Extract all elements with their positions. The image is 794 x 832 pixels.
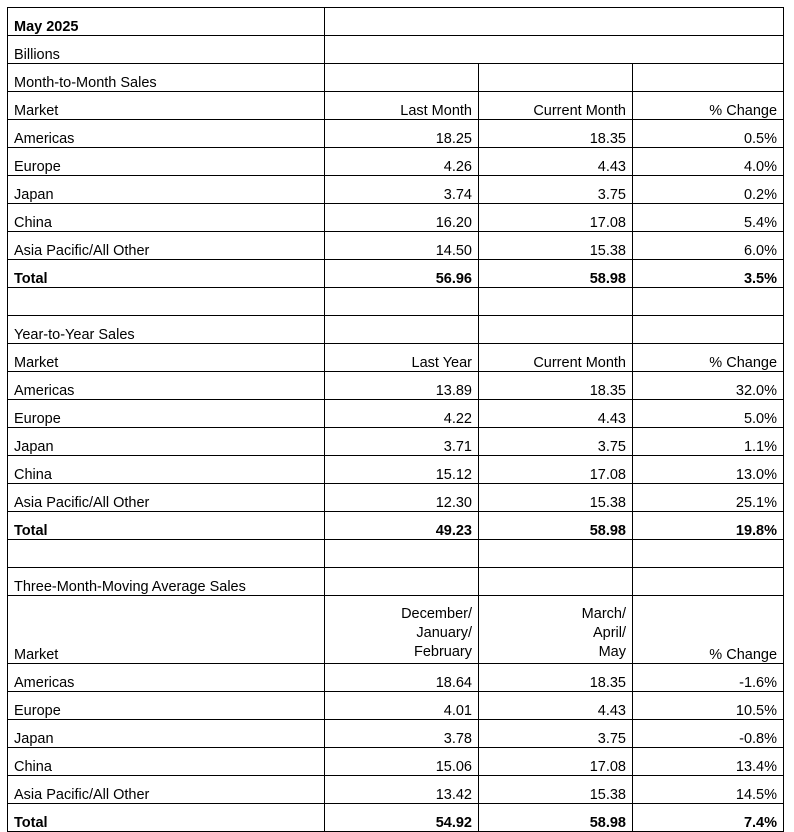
total-change-value: 7.4% [633, 804, 784, 832]
previous-value: 14.50 [325, 232, 479, 260]
table-row [8, 400, 784, 428]
column-header-row-year-to-year [8, 344, 784, 372]
spacer-cell-curr [479, 540, 633, 568]
column-header-current: Current Month [479, 92, 633, 120]
market-name: China [8, 204, 325, 232]
current-value: 4.43 [479, 692, 633, 720]
spacer-cell-chg [633, 540, 784, 568]
column-header-previous-line-2: January/ [416, 625, 472, 642]
change-value: 32.0% [633, 372, 784, 400]
current-value: 18.35 [479, 372, 633, 400]
total-current-value: 58.98 [479, 260, 633, 288]
market-name: Americas [8, 372, 325, 400]
column-header-change: % Change [633, 596, 784, 664]
table-row [8, 456, 784, 484]
total-label: Total [8, 260, 325, 288]
total-label: Total [8, 512, 325, 540]
current-value: 3.75 [479, 428, 633, 456]
spacer-cell-chg [633, 288, 784, 316]
current-value: 17.08 [479, 456, 633, 484]
total-change-value: 3.5% [633, 260, 784, 288]
report-title: May 2025 [8, 8, 325, 36]
previous-value: 18.64 [325, 664, 479, 692]
total-label: Total [8, 804, 325, 832]
spacer-cell-market [8, 288, 325, 316]
market-name: Europe [8, 692, 325, 720]
market-name: Americas [8, 120, 325, 148]
current-value: 3.75 [479, 176, 633, 204]
section-heading-row-month-to-month [8, 64, 784, 92]
report-title-blank [325, 8, 784, 36]
change-value: 4.0% [633, 148, 784, 176]
sales-report-table [7, 7, 784, 832]
section-heading-three-month-moving-average: Three-Month-Moving Average Sales [8, 568, 325, 596]
change-value: -1.6% [633, 664, 784, 692]
table-row [8, 776, 784, 804]
table-row [8, 720, 784, 748]
table-row [8, 664, 784, 692]
column-header-change: % Change [633, 92, 784, 120]
change-value: 10.5% [633, 692, 784, 720]
previous-value: 4.26 [325, 148, 479, 176]
column-header-change: % Change [633, 344, 784, 372]
table-row [8, 176, 784, 204]
total-current-value: 58.98 [479, 804, 633, 832]
report-units: Billions [8, 36, 325, 64]
column-header-current-line-1: March/ [581, 606, 626, 623]
section-heading-blank-chg [633, 316, 784, 344]
spacer-cell-market [8, 540, 325, 568]
previous-value: 15.06 [325, 748, 479, 776]
market-name: Europe [8, 400, 325, 428]
current-value: 17.08 [479, 748, 633, 776]
total-change-value: 19.8% [633, 512, 784, 540]
previous-value: 18.25 [325, 120, 479, 148]
column-header-market: Market [8, 92, 325, 120]
market-name: Asia Pacific/All Other [8, 776, 325, 804]
table-row [8, 428, 784, 456]
table-row [8, 148, 784, 176]
previous-value: 12.30 [325, 484, 479, 512]
total-row [8, 260, 784, 288]
column-header-current-period [479, 596, 633, 664]
market-name: Japan [8, 428, 325, 456]
market-name: Japan [8, 720, 325, 748]
section-heading-blank-curr [479, 316, 633, 344]
section-heading-blank-curr [479, 568, 633, 596]
table-row [8, 232, 784, 260]
column-header-previous-line-1: December/ [401, 606, 472, 623]
section-heading-row-three-month-moving-average [8, 568, 784, 596]
previous-value: 15.12 [325, 456, 479, 484]
change-value: -0.8% [633, 720, 784, 748]
column-header-market: Market [8, 344, 325, 372]
report-title-row [8, 8, 784, 36]
column-header-market: Market [8, 596, 325, 664]
table-row [8, 372, 784, 400]
change-value: 1.1% [633, 428, 784, 456]
previous-value: 13.89 [325, 372, 479, 400]
market-name: Asia Pacific/All Other [8, 232, 325, 260]
report-units-blank [325, 36, 784, 64]
column-header-previous-period [325, 596, 479, 664]
current-value: 3.75 [479, 720, 633, 748]
column-header-current-line-3: May [598, 644, 626, 661]
column-header-current: Current Month [479, 344, 633, 372]
change-value: 13.4% [633, 748, 784, 776]
column-header-row-month-to-month [8, 92, 784, 120]
market-name: Asia Pacific/All Other [8, 484, 325, 512]
section-heading-blank-prev [325, 568, 479, 596]
section-spacer-row [8, 288, 784, 316]
column-header-row-three-month-moving-average [8, 596, 784, 664]
section-heading-blank-chg [633, 568, 784, 596]
section-heading-blank-chg [633, 64, 784, 92]
spacer-cell-prev [325, 540, 479, 568]
previous-value: 4.01 [325, 692, 479, 720]
previous-value: 4.22 [325, 400, 479, 428]
section-heading-blank-curr [479, 64, 633, 92]
section-heading-blank-prev [325, 316, 479, 344]
current-value: 18.35 [479, 664, 633, 692]
column-header-previous-line-3: February [413, 644, 472, 661]
current-value: 4.43 [479, 400, 633, 428]
change-value: 5.4% [633, 204, 784, 232]
report-units-row [8, 36, 784, 64]
table-row [8, 204, 784, 232]
spacer-cell-prev [325, 288, 479, 316]
previous-value: 3.74 [325, 176, 479, 204]
section-heading-blank-prev [325, 64, 479, 92]
table-row [8, 692, 784, 720]
current-value: 18.35 [479, 120, 633, 148]
total-previous-value: 49.23 [325, 512, 479, 540]
change-value: 0.5% [633, 120, 784, 148]
change-value: 14.5% [633, 776, 784, 804]
total-current-value: 58.98 [479, 512, 633, 540]
table-row [8, 484, 784, 512]
previous-value: 3.71 [325, 428, 479, 456]
sales-report-sheet [7, 7, 783, 831]
spacer-cell-curr [479, 288, 633, 316]
current-value: 15.38 [479, 484, 633, 512]
change-value: 0.2% [633, 176, 784, 204]
current-value: 17.08 [479, 204, 633, 232]
section-heading-row-year-to-year [8, 316, 784, 344]
change-value: 13.0% [633, 456, 784, 484]
column-header-previous: Last Year [325, 344, 479, 372]
market-name: Japan [8, 176, 325, 204]
total-row [8, 804, 784, 832]
total-previous-value: 54.92 [325, 804, 479, 832]
total-row [8, 512, 784, 540]
table-row [8, 120, 784, 148]
market-name: Americas [8, 664, 325, 692]
previous-value: 13.42 [325, 776, 479, 804]
change-value: 6.0% [633, 232, 784, 260]
market-name: China [8, 456, 325, 484]
current-value: 15.38 [479, 776, 633, 804]
current-value: 15.38 [479, 232, 633, 260]
table-row [8, 748, 784, 776]
previous-value: 3.78 [325, 720, 479, 748]
column-header-previous: Last Month [325, 92, 479, 120]
current-value: 4.43 [479, 148, 633, 176]
market-name: China [8, 748, 325, 776]
total-previous-value: 56.96 [325, 260, 479, 288]
column-header-current-line-2: April/ [592, 625, 626, 642]
change-value: 25.1% [633, 484, 784, 512]
section-heading-month-to-month: Month-to-Month Sales [8, 64, 325, 92]
market-name: Europe [8, 148, 325, 176]
section-spacer-row [8, 540, 784, 568]
change-value: 5.0% [633, 400, 784, 428]
section-heading-year-to-year: Year-to-Year Sales [8, 316, 325, 344]
previous-value: 16.20 [325, 204, 479, 232]
